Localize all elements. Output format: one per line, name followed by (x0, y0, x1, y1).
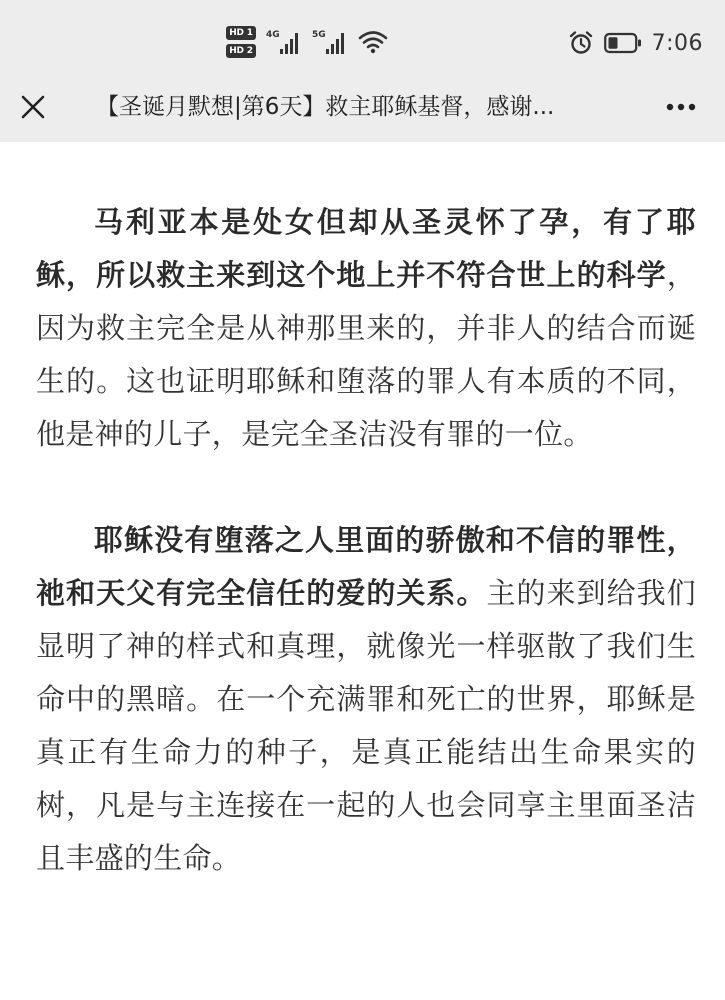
page-title: 【圣诞月默想|第6天】救主耶稣基督，感谢... (96, 94, 555, 120)
network1-label: 4G (266, 30, 280, 40)
paragraph-1-bold: 马利亚本是处女但却从圣灵怀了孕，有了耶稣，所以救主来到这个地上并不符合世上的科学 (36, 205, 696, 292)
paragraph-2-text: 主的来到给我们显明了神的样式和真理，就像光一样驱散了我们生命中的黑暗。在一个充满罪和死亡的世界，耶稣是真正有生命力的种子，是真正能结出生命果实的树，凡是与主连接在一起的人也会同享主里面圣洁且丰盛的生命。 (36, 576, 696, 875)
hd-indicators (226, 26, 256, 58)
network2-label: 5G (312, 30, 326, 40)
paragraph-1 (36, 196, 696, 461)
signal-icon (266, 27, 302, 57)
status-network-group (226, 24, 388, 60)
more-button[interactable] (661, 88, 701, 126)
paragraph-2-bold: 耶稣没有堕落之人里面的骄傲和不信的罪性，祂和天父有完全信任的爱的关系。 (36, 523, 696, 610)
close-icon (20, 94, 46, 120)
battery-icon (604, 32, 642, 54)
hd1-badge: HD 1 (226, 26, 256, 40)
hd2-badge: HD 2 (226, 44, 256, 58)
alarm-icon (568, 30, 594, 56)
status-time: 7:06 (651, 30, 703, 56)
status-bar (0, 0, 725, 80)
wifi-icon (358, 29, 388, 55)
nav-bar (0, 80, 725, 142)
article-body (36, 196, 696, 938)
paragraph-2 (36, 514, 696, 885)
more-icon (666, 103, 696, 111)
status-right-group (568, 26, 703, 60)
signal-icon (312, 27, 348, 57)
close-button[interactable] (14, 88, 52, 126)
paragraph-1-text: ，因为救主完全是从神那里来的，并非人的结合而诞生的。这也证明耶稣和堕落的罪人有本质的不同，他是神的儿子，是完全圣洁没有罪的一位。 (36, 258, 696, 451)
